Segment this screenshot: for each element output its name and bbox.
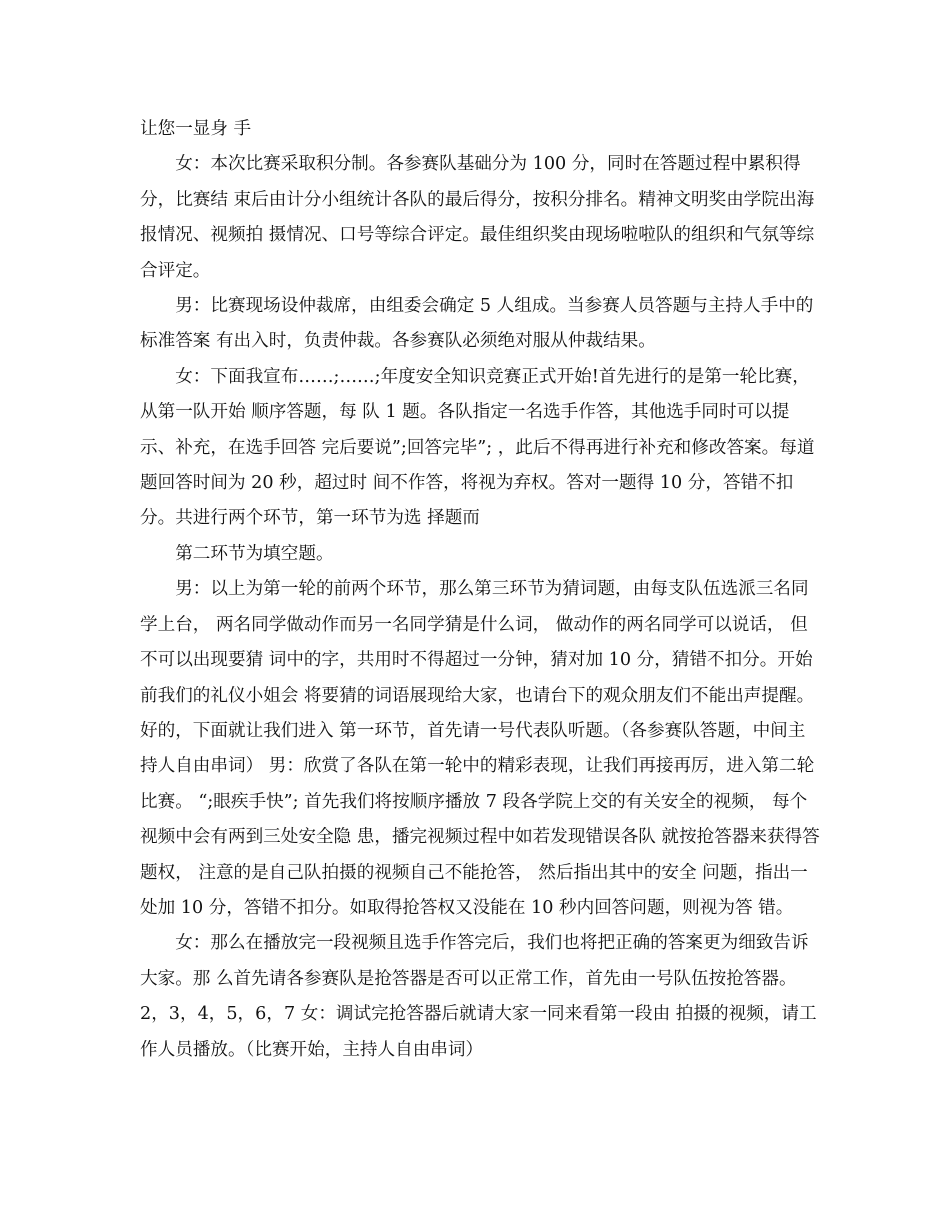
paragraph-opening-fragment: 让您一显身 手 bbox=[140, 119, 252, 139]
paragraph-scoring-rules: 女：本次比赛采取积分制。各参赛队基础分为 100 分，同时在答题过程中累积得分，比赛结 束后由计分小组统计各队的最后得分，按积分排名。精神文明奖由学院出海报情况、视频拍 摄情况、口号等综合评定。最佳组织奖由现场啦啦队的组织和气氛等综合评定。 bbox=[140, 154, 815, 281]
paragraph-arbitration: 男：比赛现场设仲裁席，由组委会确定 5 人组成。当参赛人员答题与主持人手中的标准答案 有出入时，负责仲裁。各参赛队必须绝对服从仲裁结果。 bbox=[140, 296, 814, 352]
paragraph-fill-in-blank: 第二环节为填空题。 bbox=[175, 543, 334, 564]
paragraph-buzzer-test: 女：那么在播放完一段视频且选手作答完后，我们也将把正确的答案更为细致告诉大家。那 么首先请各参赛队是抢答器是否可以正常工作，首先由一号队伍按抢答器。 2，3，4，5，6，7 女：调试完抢答器后就请大家一同来看第一段由 拍摄的视频，请工作人员播放。（比赛开始，主持人自由串词） bbox=[140, 933, 817, 1060]
document-body bbox=[140, 112, 820, 1068]
paragraph-round-one: 女：下面我宣布……;……;年度安全知识竞赛正式开始!首先进行的是第一轮比赛，从第一队开始 顺序答题，每 队 1 题。各队指定一名选手作答，其他选手同时可以提示、补充，在选手回答 完后要说”;回答完毕”; ，此后不得再进行补充和修改答案。每道题回答时间为 20 秒，超过时 间不作答，将视为弃权。答对一题得 10 分，答错不扣分。共进行两个环节，第一环节为选 择题而 bbox=[140, 366, 815, 529]
paragraph-guessing-and-video: 男：以上为第一轮的前两个环节，那么第三环节为猜词题，由每支队伍选派三名同学上台， 两名同学做动作而另一名同学猜是什么词， 做动作的两名同学可以说话， 但不可以出现要猜 词中的字，共用时不得超过一分钟，猜对加 10 分，猜错不扣分。开始前我们的礼仪小姐会 将要猜的词语展现给大家，也请台下的观众朋友们不能出声提醒。好的，下面就让我们进入 第一环节，首先请一号代表队听题。（各参赛队答题，中间主持人自由串词） 男：欣赏了各队在第一轮中的精彩表现，让我们再接再厉，进入第二轮比赛。 “;眼疾手快”; 首先我们将按顺序播放 7 段各学院上交的有关安全的视频， 每个视频中会有两到三处安全隐 患，播完视频过程中如若发现错误各队 就按抢答器来获得答题权， 注意的是自己队拍摄的视频自己不能抢答， 然后指出其中的安全 问题，指出一处加 10 分，答错不扣分。如取得抢答权又没能在 10 秒内回答问题，则视为答 错。 bbox=[140, 579, 820, 918]
